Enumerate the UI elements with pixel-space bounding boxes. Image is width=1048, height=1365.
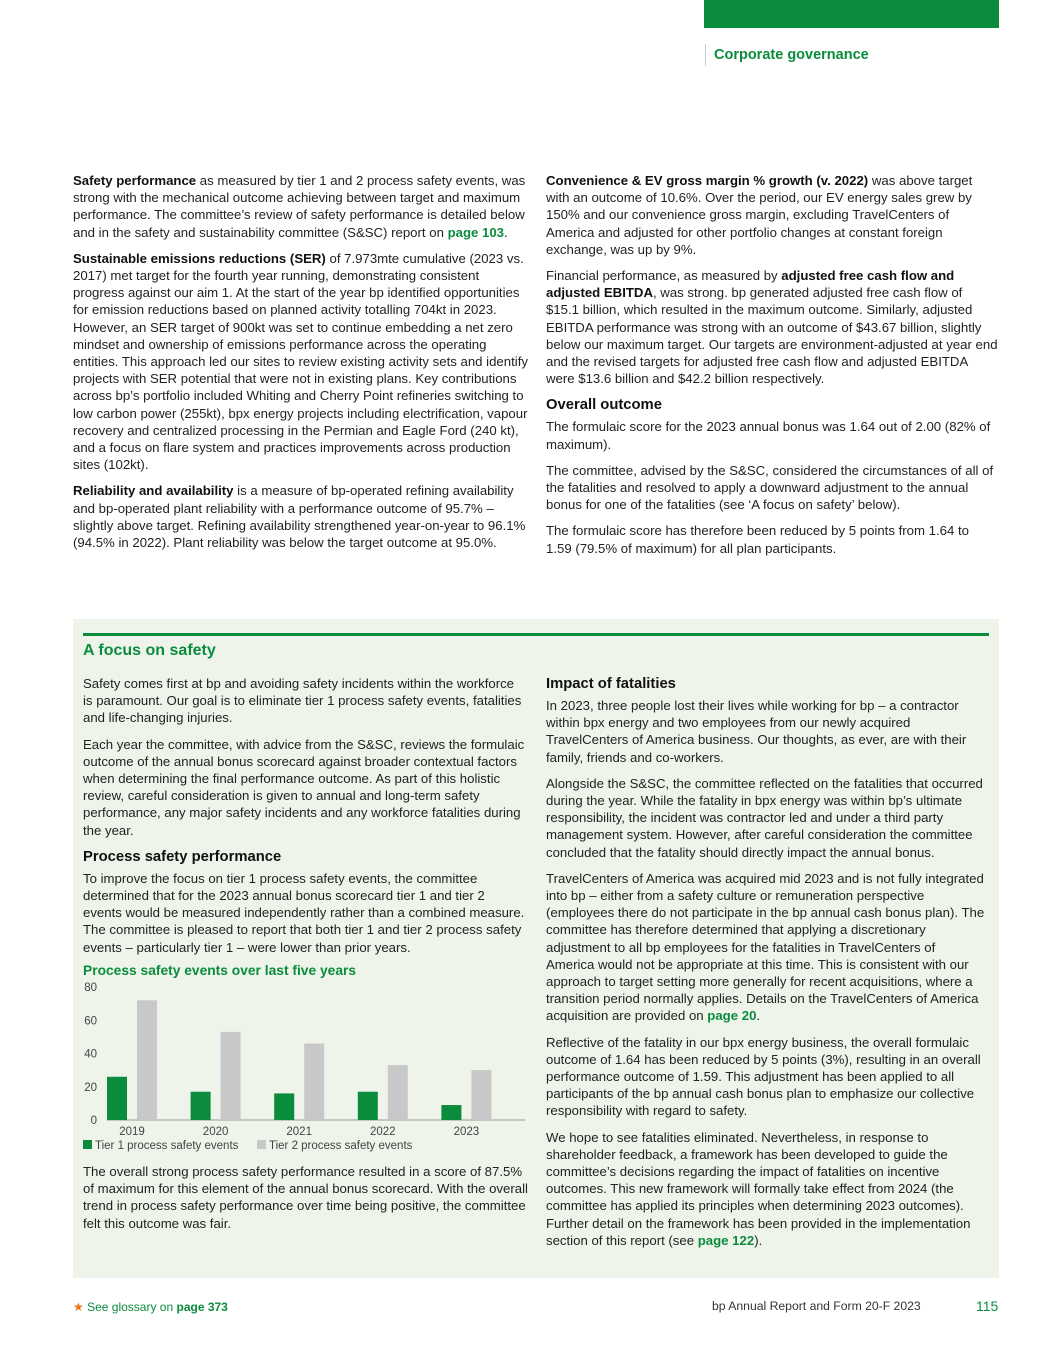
reliability-paragraph xyxy=(73,482,529,551)
page-122-link[interactable]: page 122 xyxy=(697,1232,755,1248)
focus-on-safety-box xyxy=(73,619,999,1278)
process-safety-paragraph: To improve the focus on tier 1 process safety events, the committee determined that for the 2023 annual bonus scorecard tier 1 and tier 2 events would be measured independently rather than a combined measure. The committee is pleased to report that both tier 1 and tier 2 process safety events – particularly tier 1 – were lower than prior years. xyxy=(83,870,525,955)
tier2-bar xyxy=(471,1070,491,1120)
term: adjusted free cash flow and adjusted EBITDA xyxy=(546,268,955,301)
section-title: Corporate governance xyxy=(705,44,869,66)
legend-tier2-label: Tier 2 process safety events xyxy=(269,1140,413,1152)
reflection-paragraph: Alongside the S&SC, the committee reflected on the fatalities that occurred during the year. While the fatality in bpx energy was within bp’s ultimate responsibility, the incident was contractor led and under a third party management system. However, after careful consideration the committee concluded that the fatality should directly impact the annual bonus. xyxy=(546,775,983,860)
term: Sustainable emissions reductions (SER) xyxy=(73,250,326,266)
travelcenters-paragraph xyxy=(546,870,986,1025)
legend-tier2-swatch xyxy=(257,1140,266,1149)
focus-box-title: A focus on safety xyxy=(83,642,216,659)
box-divider xyxy=(83,633,989,636)
body-text: TravelCenters of America was acquired mid 2023 and is not fully integrated into bp – either from a safety culture or remuneration perspective (employees there do not participate in the bp annual cash bonus plan). The committee has therefore determined that applying a discretionary adjustment to all bp employees for the fatalities in TravelCenters of America would not be appropriate at this time. This is consistent with our approach to target setting more generally for recent acquisitions, where a transition period normally applies. Details on the TravelCenters of America acquisition are provided on xyxy=(546,870,985,1024)
left-column xyxy=(73,172,529,560)
y-tick-label: 40 xyxy=(84,1048,97,1061)
body-text: . xyxy=(504,224,508,240)
star-icon: ★ xyxy=(73,1300,84,1314)
fatalities-paragraph: In 2023, three people lost their lives while working for bp – a contractor within bpx energy and two employees from our newly acquired TravelCenters of America business. Our thoughts, as ever, are with their family, friends and co-workers. xyxy=(546,698,967,765)
tier1-bar xyxy=(441,1105,461,1120)
chart-title: Process safety events over last five years xyxy=(83,963,357,978)
y-tick-label: 60 xyxy=(84,1015,97,1028)
page-373-link[interactable]: page 373 xyxy=(176,1300,228,1314)
x-tick-label: 2023 xyxy=(453,1126,480,1138)
legend-tier1-label: Tier 1 process safety events xyxy=(95,1140,239,1152)
y-tick-label: 80 xyxy=(84,982,97,994)
report-title: bp Annual Report and Form 20-F 2023 xyxy=(712,1299,921,1313)
tier1-bar xyxy=(107,1077,127,1120)
process-safety-heading: Process safety performance xyxy=(83,848,282,865)
tier1-bar xyxy=(274,1093,294,1120)
focus-bottom-text xyxy=(83,1163,529,1241)
body-text: Financial performance, as measured by xyxy=(546,268,782,284)
right-column xyxy=(546,172,998,566)
overall-outcome-heading: Overall outcome xyxy=(546,397,662,414)
x-tick-label: 2020 xyxy=(202,1126,229,1138)
header-accent-bar xyxy=(704,0,999,28)
page-20-link[interactable]: page 20 xyxy=(707,1008,757,1024)
x-tick-label: 2021 xyxy=(286,1126,312,1138)
focus-left-column xyxy=(83,675,525,965)
body-text: is a measure of bp-operated refining availability and bp-operated plant reliability with a performance outcome of 95.7% – slightly above target. Refining availability strengthened year-on-year to 96.1% (94.5% in 2022). Plant reliability was below the target outcome at 95.0%. xyxy=(73,483,526,551)
focus-right-column xyxy=(546,675,986,1258)
y-tick-label: 0 xyxy=(90,1115,97,1127)
score-paragraph: The overall strong process safety performance resulted in a score of 87.5% of maximum for this element of the annual bonus scorecard. With the overall trend in process safety performance over time being positive, the committee felt this outcome was fair. xyxy=(83,1164,528,1231)
term: Safety performance xyxy=(73,173,197,188)
financial-paragraph xyxy=(546,267,998,387)
x-tick-label: 2022 xyxy=(370,1126,396,1138)
body-text: . xyxy=(756,1008,761,1024)
tier2-bar xyxy=(221,1032,241,1120)
reduced-score-paragraph: The formulaic score has therefore been reduced by 5 points from 1.64 to 1.59 (79.5% of maximum) for all plan participants. xyxy=(546,523,969,556)
tier2-bar xyxy=(137,1000,157,1120)
term: Convenience & EV gross margin % growth (v. 2022) xyxy=(546,173,869,188)
term: Reliability and availability xyxy=(73,483,234,499)
body-text: of 7.973mte cumulative (2023 vs. 2017) met target for the fourth year running, demonstrating consistent progress against our aim 1. At the start of the year bp identified opportunities for emission reductions based on planned activity totalling 704kt in 2023. However, an SER target of 900kt was set to continue embedding a net zero mindset and ownership of emissions performance across the operating entities. This approach led our sites to review existing activity sets and identify projects with SER potential that were not in existing plans. Key contributions across bp’s portfolio included Whiting and Cherry Point refineries switching to low carbon power (255kt), bpx energy projects including electrification, vapour recovery and centralized processing in the Permian and Eagle Ford (240 kt), and a focus on flare system and practices improvements across production sites (102kt). xyxy=(73,250,528,473)
committee-paragraph: The committee, advised by the S&SC, considered the circumstances of all of the fatalities and resolved to apply a downward adjustment to the annual bonus for one of the fatalities (see ‘A focus on safety’ below). xyxy=(546,462,994,513)
tier1-bar xyxy=(358,1092,378,1120)
adjustment-paragraph: Reflective of the fatality in our bpx energy business, the overall formulaic outcome of 1.64 has been reduced by 5 points (3%), resulting in an overall performance outcome of 1.59. This adjustment has been applied to all participants of the bp annual cash bonus plan to emphasize our collective responsibility with regard to safety. xyxy=(546,1034,981,1119)
safety-first-paragraph: Safety comes first at bp and avoiding safety incidents within the workforce is paramount. Our goal is to eliminate tier 1 process safety events, fatalities and life-changing injuries. xyxy=(83,676,522,726)
convenience-paragraph xyxy=(546,172,998,258)
framework-paragraph xyxy=(546,1129,986,1249)
body-text: We hope to see fatalities eliminated. Nevertheless, in response to shareholder feedback, a framework has been developed to guide the committee’s decisions regarding the impact of fatalities on incentive outcomes. This new framework will formally take effect from 2024 (the committee has applied its principles when determining 2023 outcomes). Further detail on the framework has been provided in the implementation section of this report (see xyxy=(546,1129,971,1248)
tier2-bar xyxy=(304,1044,324,1120)
legend-tier1-swatch xyxy=(83,1140,92,1149)
glossary-note xyxy=(73,1300,228,1314)
tier1-bar xyxy=(191,1092,211,1120)
glossary-text: See glossary on xyxy=(83,1300,177,1314)
body-text: ). xyxy=(754,1232,763,1248)
process-safety-chart xyxy=(73,979,533,1159)
safety-performance-paragraph xyxy=(73,172,529,241)
fatalities-heading: Impact of fatalities xyxy=(546,676,676,692)
body-text: as measured by tier 1 and 2 process safety events, was strong with the mechanical outcome achieving between target and maximum performance. The committee’s review of safety performance is detailed below and in the safety and sustainability committee (S&SC) report on xyxy=(73,173,526,240)
y-tick-label: 20 xyxy=(84,1081,97,1094)
holistic-review-paragraph: Each year the committee, with advice from the S&SC, reviews the formulaic outcome of the annual bonus scorecard against broader contextual factors when determining the final performance outcome. As part of this holistic review, careful consideration is given to annual and long-term safety performance, any major safety incidents and any workforce fatalities during the year. xyxy=(83,736,525,838)
body-text: was above target with an outcome of 10.6%. Over the period, our EV energy sales grew by 150% and our convenience gross margin, excluding TravelCenters of America and adjusted for other portfolio changes at constant foreign exchange, was up by 9%. xyxy=(546,173,973,257)
formulaic-score-paragraph: The formulaic score for the 2023 annual bonus was 1.64 out of 2.00 (82% of maximum). xyxy=(546,419,991,452)
page-103-link[interactable]: page 103 xyxy=(447,224,505,240)
tier2-bar xyxy=(388,1065,408,1120)
ser-paragraph xyxy=(73,250,529,474)
x-tick-label: 2019 xyxy=(119,1126,145,1138)
page-number: 115 xyxy=(976,1298,999,1314)
body-text: , was strong. bp generated adjusted free cash flow of $15.1 billion, which resulted in the maximum outcome. Similarly, adjusted EBITDA performance was strong with an outcome of $43.67 billion, slightly below our maximum target. Our targets are environment-adjusted at year end and the revised targets for adjusted free cash flow and adjusted EBITDA were $13.6 billion and $42.2 billion respectively. xyxy=(546,285,998,387)
